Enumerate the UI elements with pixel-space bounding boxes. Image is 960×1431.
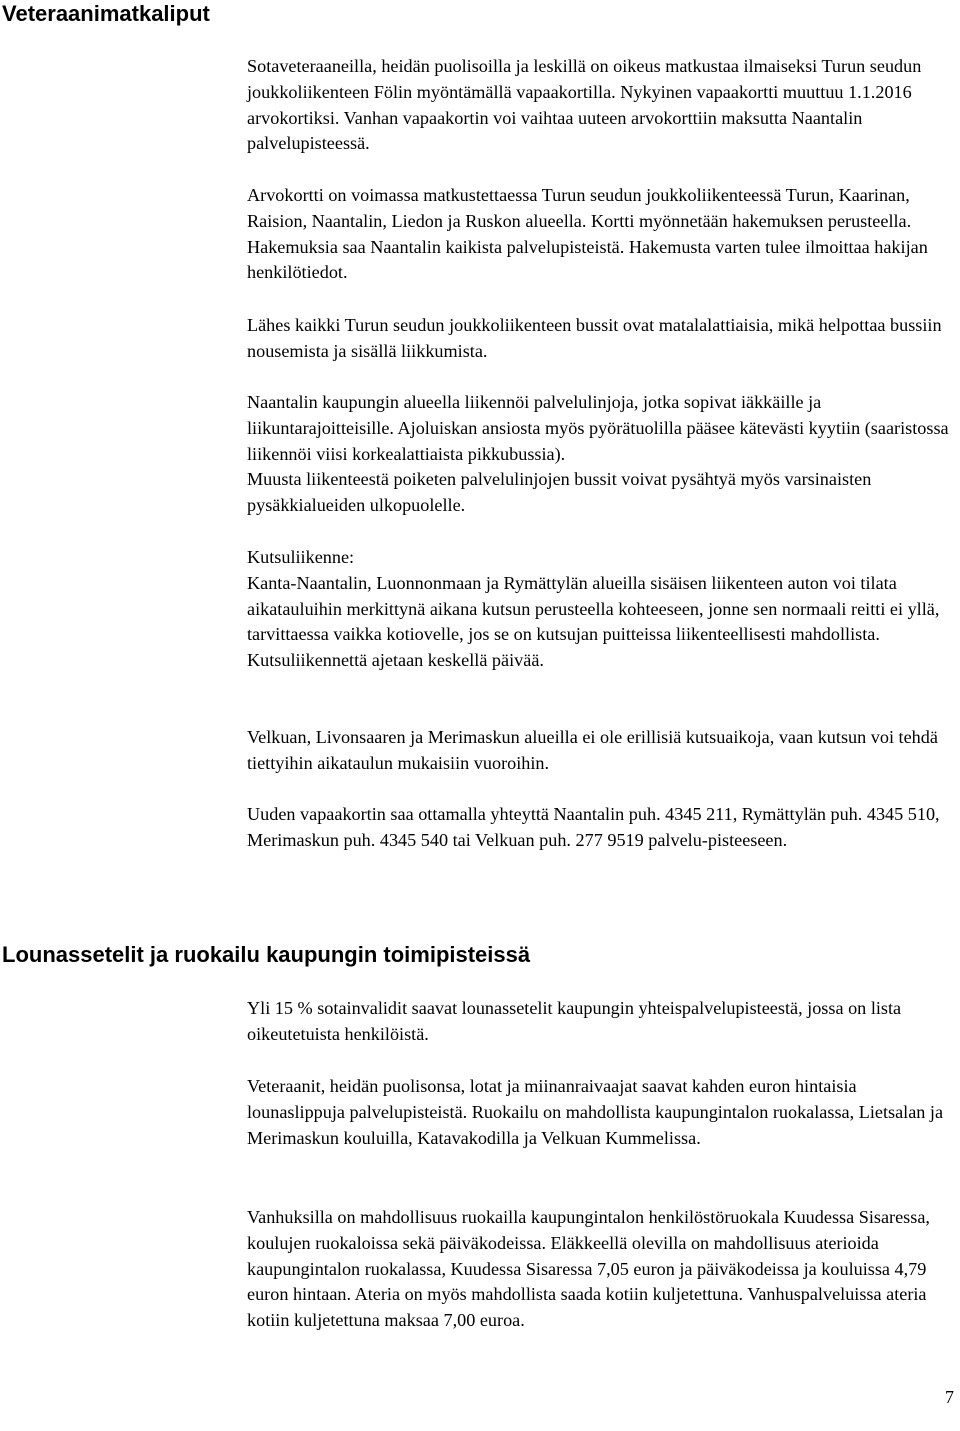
paragraph-text: Veteraanit, heidän puolisonsa, lotat ja miinanraivaajat saavat kahden euron hintaisia lounaslippuja palvelupisteistä. Ruokailu on mahdollista kaupungintalon ruokalassa, Lietsalan ja Merimaskun kouluilla, Katavakodilla ja Velkuan Kummelissa. xyxy=(247,1076,944,1148)
paragraph-text: Vanhuksilla on mahdollisuus ruokailla kaupungintalon henkilöstöruokala Kuudessa Sisaressa, koulujen ruokaloissa sekä päiväkodeissa. Eläkkeellä olevilla on mahdollisuus aterioida kaupungintalon ruokalassa, Kuudessa Sisaressa 7,05 euron ja päiväkodeissa ja kouluissa 4,79 euron hintaan. Ateria on myös mahdollista saada kotiin kuljetettuna. Vanhuspalveluissa ateria kotiin kuljetettuna maksaa 7,00 euroa. xyxy=(247,1207,930,1331)
paragraph-text: Muusta liikenteestä poiketen palvelulinjojen bussit voivat pysähtyä myös varsinaisten pysäkkialueiden ulkopuolelle. xyxy=(247,469,872,516)
paragraph-ruokailu xyxy=(247,1205,959,1334)
paragraph-text: Arvokortti on voimassa matkustettaessa Turun seudun joukkoliikenteessä Turun, Kaarinan, Raision, Naantalin, Liedon ja Ruskon alueella. Kortti myönnetään hakemuksen perusteella. Hakemuksia saa Naantalin kaikista palvelupisteistä. Hakemusta varten tulee ilmoittaa hakijan henkilötiedot. xyxy=(247,185,928,283)
paragraph-kutsuliikenne xyxy=(247,545,959,674)
paragraph-text: Kanta-Naantalin, Luonnonmaan ja Rymättylän alueilla sisäisen liikenteen auton voi tilata aikatauluihin merkittynä aikana kutsun perusteella kohteeseen, jonne sen normaali reitti ei yllä, tarvittaessa vaikka kotiovelle, jos se on kutsujan puitteissa liikenteellisesti mahdollista. Kutsuliikennettä ajetaan keskellä päivää. xyxy=(247,572,940,671)
paragraph-text: Sotaveteraaneilla, heidän puolisoilla ja leskillä on oikeus matkustaa ilmaiseksi Turun seudun joukkoliikenteen Fölin myöntämällä vapaakortilla. Nykyinen vapaakortti muuttuu 1.1.2016 arvokortiksi. Vanhan vapaakortin voi vaihtaa uuteen arvokorttiin maksutta Naantalin palvelupisteessä. xyxy=(247,56,922,154)
page-number: 7 xyxy=(945,1387,954,1407)
paragraph-text: Lähes kaikki Turun seudun joukkoliikenteen bussit ovat matalalattiaisia, mikä helpottaa bussiin nousemista ja sisällä liikkumista. xyxy=(247,315,942,361)
paragraph-text: Yli 15 % sotainvalidit saavat lounassetelit kaupungin yhteispalvelupisteestä, jossa on lista oikeutetuista henkilöistä. xyxy=(247,998,902,1044)
paragraph-lounassetelit xyxy=(247,996,959,1048)
paragraph-palvelulinjat xyxy=(247,390,959,519)
paragraph-text: Uuden vapaakortin saa ottamalla yhteyttä Naantalin puh. 4345 211, Rymättylän puh. 4345 510, Merimaskun puh. 4345 540 tai Velkuan puh. 277 9519 palvelu-pisteeseen. xyxy=(247,804,940,850)
paragraph-text: Naantalin kaupungin alueella liikennöi palvelulinjoja, jotka sopivat iäkkäille ja liikuntarajoitteisille. Ajoluiskan ansiosta myös pyörätuolilla pääsee kätevästi kyytiin (saaristossa liikennöi viisi korkealattiaista pikkubussia). xyxy=(247,392,949,464)
paragraph-kutsuaikoja xyxy=(247,725,959,777)
section-title-lounassetelit: Lounassetelit ja ruokailu kaupungin toimipisteissä xyxy=(2,942,531,967)
paragraph-yhteystiedot xyxy=(247,802,959,854)
section-title-veteraanimatkaliput: Veteraanimatkaliput xyxy=(2,1,210,26)
paragraph-lounasliput xyxy=(247,1074,959,1151)
paragraph-arvokortti xyxy=(247,183,959,286)
paragraph-text: Velkuan, Livonsaaren ja Merimaskun alueilla ei ole erillisiä kutsuaikoja, vaan kutsun voi tehdä tiettyihin aikataulun mukaisiin vuoroihin. xyxy=(247,727,938,773)
paragraph-label: Kutsuliikenne: xyxy=(247,547,355,567)
paragraph-matalalattiaiset xyxy=(247,313,959,365)
paragraph-vapaakortti xyxy=(247,54,959,157)
